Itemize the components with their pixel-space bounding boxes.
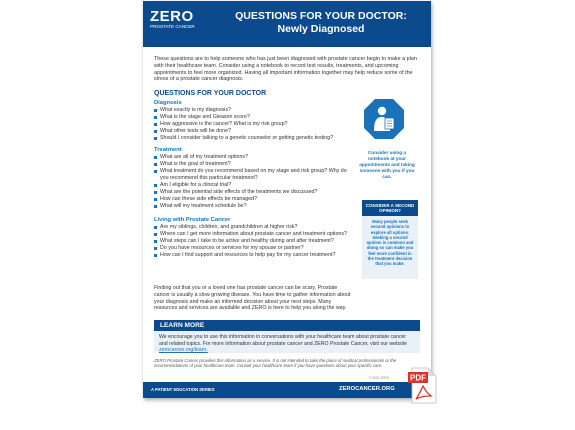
document-code: © 2022 ZERO — [369, 376, 390, 380]
learn-more-paragraph — [159, 334, 415, 354]
question-item: What steps can I take to be active and healthy during and after treatment? — [154, 238, 352, 245]
learn-more-text: We encourage you to use this information in conversations with your healthcare team about prostate cancer and related topics. For more information about prostate cancer and ZERO Prostate Cancer, visit our website — [159, 334, 407, 347]
questions-heading: QUESTIONS FOR YOUR DOCTOR — [154, 90, 267, 97]
second-opinion-body: Many people seek second opinions to explore all options. Seeking a second opinion is common and doing so can make you feel more confident in the treatment decision that you make. — [366, 219, 414, 267]
question-item: What other tests will be done? — [154, 128, 352, 135]
section-title-diagnosis: Diagnosis — [154, 100, 182, 106]
logo-subtitle: PROSTATE CANCER — [150, 24, 195, 29]
section-title-living: Living with Prostate Cancer — [154, 217, 231, 223]
page-subtitle: Newly Diagnosed — [277, 23, 365, 35]
question-item: What is the goal of treatment? — [154, 161, 352, 168]
question-item: How can I find support and resources to help pay for my cancer treatment? — [154, 252, 352, 259]
second-opinion-title: CONSIDER A SECOND OPINION? — [365, 202, 415, 213]
learn-more-link[interactable]: zerocancer.org/learn. — [159, 347, 208, 354]
logo-wordmark: ZERO — [150, 8, 194, 25]
question-item: Are my siblings, children, and grandchildren at higher risk? — [154, 224, 352, 231]
question-item: How aggressive is the cancer? What is my risk group? — [154, 121, 352, 128]
learn-more-title: LEARN MORE — [160, 321, 205, 329]
outro-paragraph: Finding out that you or a loved one has prostate cancer can be scary. Prostate cancer is usually a slow growing disease. You have time to gather information about your diagnosis and make an informed decision about your next steps. Many resources and services are available and ZERO is here to help you along the way. — [154, 285, 351, 312]
question-item: What are the potential side effects of the treatments we discussed? — [154, 189, 352, 196]
diagnosis-question-list — [154, 107, 352, 142]
pdf-file-icon[interactable] — [408, 367, 438, 404]
question-item: What will my treatment schedule be? — [154, 203, 352, 210]
zero-logo — [150, 9, 202, 30]
question-item: Where can I get more information about prostate cancer and treatment options? — [154, 231, 352, 238]
question-item: How can these side effects be managed? — [154, 196, 352, 203]
flyer-footer — [143, 382, 431, 398]
question-item: Do you have resources or services for my spouse or partner? — [154, 245, 352, 252]
pdf-label: PDF — [410, 373, 426, 383]
treatment-question-list — [154, 154, 352, 210]
question-item: What is the stage and Gleason score? — [154, 114, 352, 121]
question-item: What exactly is my diagnosis? — [154, 107, 352, 114]
question-item: Should I consider talking to a genetic counselor or getting genetic testing? — [154, 135, 352, 142]
flyer-header — [143, 1, 431, 47]
question-item: Am I eligible for a clinical trial? — [154, 182, 352, 189]
notebook-tip: Consider using a notebook at your appointments and taking someone with you if you can. — [359, 150, 415, 179]
learn-more-panel — [154, 331, 420, 353]
section-title-treatment: Treatment — [154, 147, 182, 153]
page-title: QUESTIONS FOR YOUR DOCTOR: — [235, 10, 407, 22]
intro-paragraph: These questions are to help someone who has just been diagnosed with prostate cancer begin to make a plan with their healthcare team. Consider using a notebook to record test results, treatments, and upcoming appointments to feel more organized. Having all important information together may help reduce some of the stress of a prostate cancer diagnosis. — [154, 56, 417, 83]
question-item: What treatment do you recommend based on my stage and risk group? Why do you recommend this particular treatment? — [154, 168, 352, 182]
living-question-list — [154, 224, 352, 259]
learn-more-header — [154, 320, 420, 331]
second-opinion-title-band — [362, 200, 418, 216]
person-with-notebook-icon — [363, 98, 405, 140]
series-label: A PATIENT EDUCATION SERIES — [151, 387, 215, 392]
footer-website[interactable]: ZEROCANCER.ORG — [339, 386, 395, 392]
question-item: What are all of my treatment options? — [154, 154, 352, 161]
flyer-page — [143, 1, 431, 398]
second-opinion-callout — [362, 200, 418, 279]
disclaimer-text: ZERO Prostate Cancer provides this information as a service. It is not intended to take the place of medical professionals or the recommendations of your healthcare team. Consult your healthcare team if you have questions about your specific care. — [154, 358, 397, 369]
